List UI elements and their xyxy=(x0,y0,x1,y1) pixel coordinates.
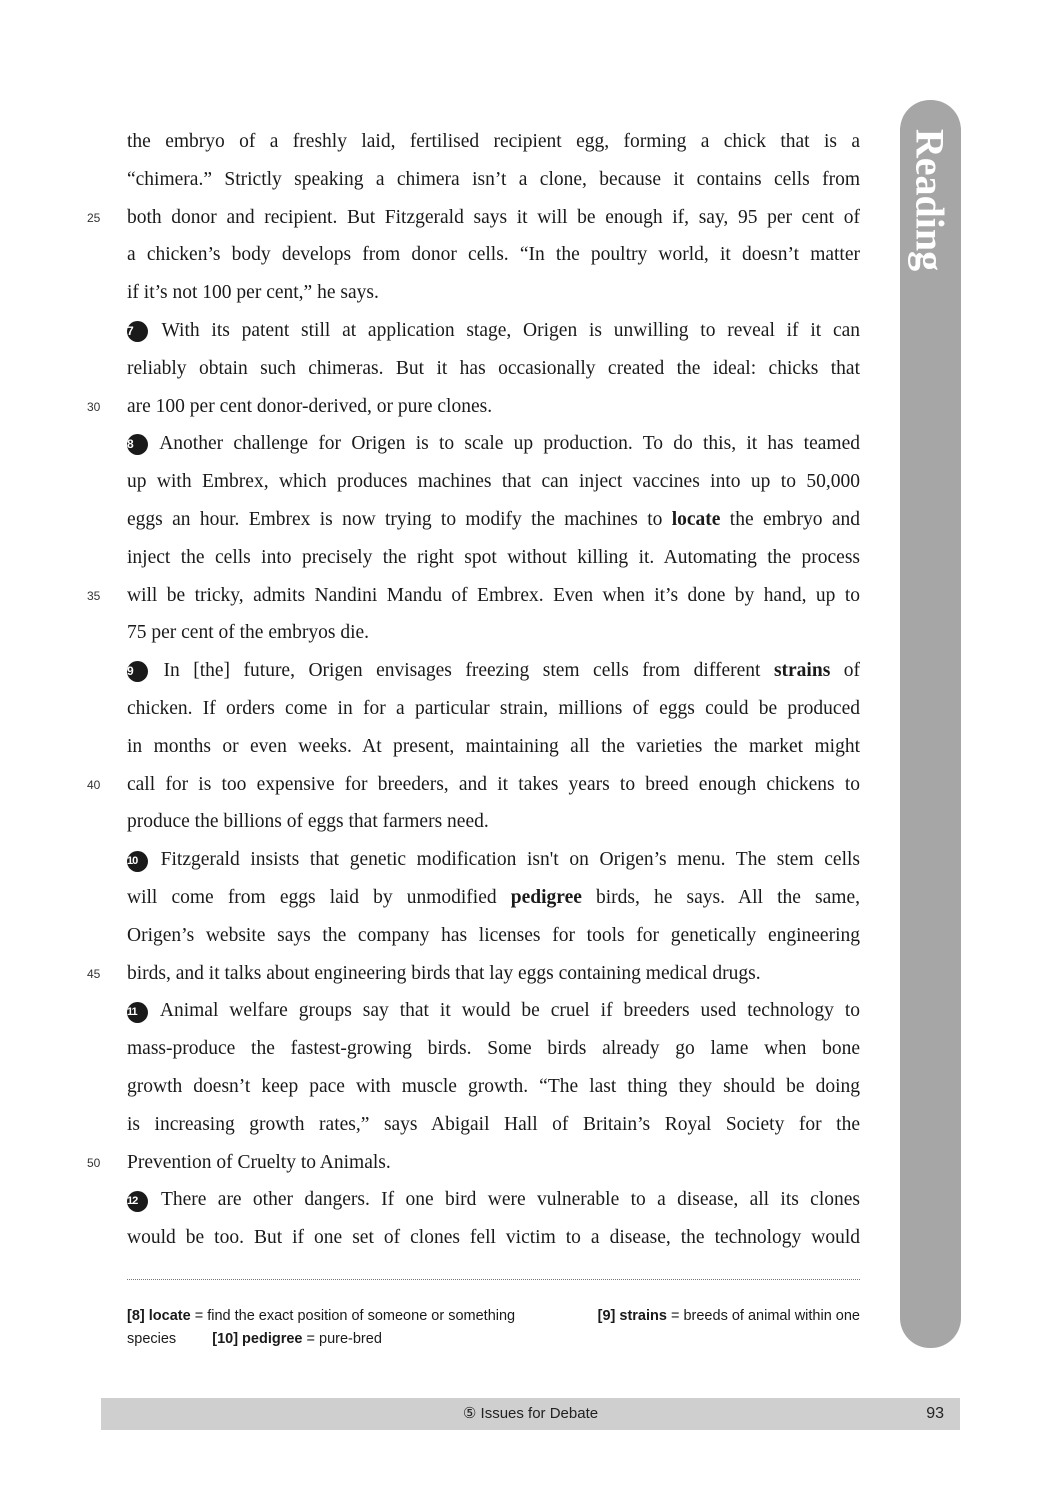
text-line xyxy=(87,577,860,615)
line-text: There are other dangers. If one bird were vulnerable to a disease, all its clones xyxy=(160,1189,860,1211)
footnote-10 xyxy=(212,1331,382,1347)
line-text: birds, and it talks about engineering birds that lay eggs containing medical drugs. xyxy=(127,962,761,984)
text-line xyxy=(127,879,860,917)
footnote-line-2 xyxy=(127,1328,860,1351)
line-text: both donor and recipient. But Fitzgerald says it will be enough if, say, 95 per cent of xyxy=(127,206,860,228)
text-line xyxy=(87,1144,860,1182)
line-text: Origen’s website says the company has licenses for tools for genetically engineering xyxy=(127,924,860,946)
line-text: will be tricky, admits Nandini Mandu of Embrex. Even when it’s done by hand, up to xyxy=(127,584,860,606)
line-text-before: In [the] future, Origen envisages freezing stem cells from different xyxy=(163,660,774,682)
line-text: produce the billions of eggs that farmers need. xyxy=(127,811,489,833)
side-tab-label: Reading xyxy=(907,128,953,272)
text-line xyxy=(127,463,860,501)
line-text: are 100 per cent donor-derived, or pure clones. xyxy=(127,395,493,417)
text-line xyxy=(127,236,860,274)
line-number: 40 xyxy=(87,777,101,792)
text-line xyxy=(127,1181,860,1219)
article-body xyxy=(87,123,861,1257)
text-line xyxy=(127,539,860,577)
text-line xyxy=(127,350,860,388)
line-text-after: birds, he says. All the same, xyxy=(581,886,860,908)
text-line xyxy=(127,803,860,841)
text-line xyxy=(87,199,860,237)
line-text: “chimera.” Strictly speaking a chimera isn’t a clone, because it contains cells from xyxy=(127,168,860,190)
text-line xyxy=(127,614,860,652)
text-line xyxy=(127,728,860,766)
line-text: would be too. But if one set of clones fell victim to a disease, the technology would xyxy=(127,1227,860,1249)
vocabulary-term: pedigree xyxy=(510,886,582,908)
line-text-before: will come from eggs laid by unmodified xyxy=(127,886,511,908)
line-text: in months or even weeks. At present, maintaining all the varieties the market might xyxy=(127,735,860,757)
text-line xyxy=(127,312,860,350)
line-text: inject the cells into precisely the right spot without killing it. Automating the process xyxy=(127,546,860,568)
line-text: up with Embrex, which produces machines that can inject vaccines into up to 50,000 xyxy=(127,471,860,493)
paragraph-number-badge: 11 xyxy=(127,1002,148,1023)
footnote-8-definition: = find the exact position of someone or something xyxy=(190,1308,516,1324)
page-footer xyxy=(101,1398,960,1430)
line-text: chicken. If orders come in for a particular strain, millions of eggs could be produced xyxy=(127,697,860,719)
footnote-line-1 xyxy=(127,1305,860,1328)
line-number: 45 xyxy=(87,966,101,981)
text-line xyxy=(127,274,860,312)
text-line xyxy=(127,1030,860,1068)
footnote-9-term: [9] strains xyxy=(597,1308,667,1324)
line-text-after: the embryo and xyxy=(720,508,860,530)
line-text: Another challenge for Origen is to scale up production. To do this, it has teamed xyxy=(159,433,860,455)
line-text: Animal welfare groups say that it would be cruel if breeders used technology to xyxy=(159,1000,860,1022)
line-text: is increasing growth rates,” says Abigail Hall of Britain’s Royal Society for the xyxy=(127,1113,860,1135)
page-number: 93 xyxy=(926,1405,944,1422)
section-side-tab xyxy=(900,100,961,1348)
chapter-title: ⑤ Issues for Debate xyxy=(462,1405,599,1422)
paragraph-number-badge: 8 xyxy=(127,434,148,455)
text-line xyxy=(127,690,860,728)
text-line xyxy=(127,992,860,1030)
line-number: 35 xyxy=(87,588,101,603)
line-text-before: eggs an hour. Embrex is now trying to modify the machines to xyxy=(127,508,672,530)
paragraph-number-badge: 9 xyxy=(127,661,148,682)
line-text: 75 per cent of the embryos die. xyxy=(127,622,370,644)
footnote-8 xyxy=(127,1308,515,1324)
line-text: a chicken’s body develops from donor cells. “In the poultry world, it doesn’t matter xyxy=(127,244,860,266)
vocabulary-term: locate xyxy=(671,508,721,530)
line-text: Prevention of Cruelty to Animals. xyxy=(127,1151,391,1173)
text-line xyxy=(127,1219,860,1257)
line-text: the embryo of a freshly laid, fertilised recipient egg, forming a chick that is a xyxy=(127,131,860,152)
line-text: call for is too expensive for breeders, and it takes years to breed enough chickens to xyxy=(127,773,860,795)
paragraph-number-badge: 7 xyxy=(127,321,148,342)
footnotes xyxy=(127,1305,860,1351)
line-text: Fitzgerald insists that genetic modification isn't on Origen’s menu. The stem cells xyxy=(160,849,861,871)
vocabulary-term: strains xyxy=(773,660,831,682)
footnote-8-term: [8] locate xyxy=(127,1308,191,1324)
line-text: if it’s not 100 per cent,” he says. xyxy=(127,282,379,304)
footnote-10-definition: = pure-bred xyxy=(302,1331,382,1347)
line-number: 30 xyxy=(87,399,101,414)
footnote-9-continuation: species xyxy=(127,1331,177,1347)
line-number: 50 xyxy=(87,1155,101,1170)
text-line xyxy=(127,1106,860,1144)
text-line xyxy=(127,1068,860,1106)
text-line xyxy=(127,161,860,199)
text-line xyxy=(127,917,860,955)
paragraph-number-badge: 12 xyxy=(127,1191,148,1212)
text-line xyxy=(127,123,860,161)
line-text: mass-produce the fastest-growing birds. Some birds already go lame when bone xyxy=(127,1038,860,1060)
paragraph-number-badge: 10 xyxy=(127,851,148,872)
text-line xyxy=(127,501,860,539)
text-line xyxy=(87,955,860,993)
footnote-10-term: [10] pedigree xyxy=(212,1331,303,1347)
text-line xyxy=(87,388,860,426)
line-text: With its patent still at application stage, Origen is unwilling to reveal if it can xyxy=(161,319,861,341)
text-line xyxy=(127,652,860,690)
line-text-after: of xyxy=(830,660,861,682)
text-line xyxy=(127,841,860,879)
line-number: 25 xyxy=(87,210,101,225)
footnote-divider xyxy=(127,1279,860,1280)
footnote-9-definition: = breeds of animal within one xyxy=(666,1308,860,1324)
footnote-9 xyxy=(598,1305,860,1328)
text-line xyxy=(127,425,860,463)
line-text: growth doesn’t keep pace with muscle growth. “The last thing they should be doing xyxy=(127,1075,860,1097)
line-text: reliably obtain such chimeras. But it has occasionally created the ideal: chicks that xyxy=(127,357,860,379)
text-line xyxy=(87,766,860,804)
